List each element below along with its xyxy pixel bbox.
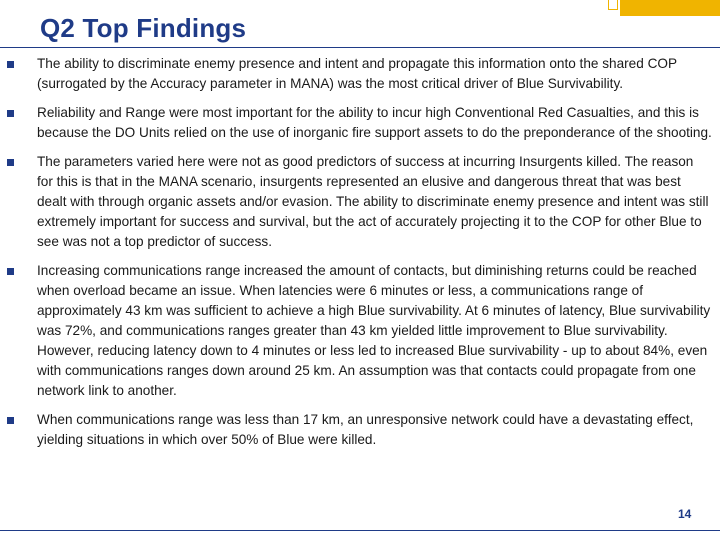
corner-accent-block [620, 0, 720, 16]
finding-item [6, 152, 712, 252]
findings-list [6, 54, 712, 459]
square-bullet-icon [7, 159, 14, 166]
finding-item [6, 261, 712, 401]
finding-text: Increasing communications range increased the amount of contacts, but diminishing returns could be reached when overload became an issue. When latencies were 6 minutes or less, a communications range of approximately 43 km was sufficient to achieve a high Blue survivability. At 6 minutes of latency, Blue survivability was 72%, and communications ranges greater than 43 km yielded little improvement to Blue survivability. However, reducing latency down to 4 minutes or less led to increased Blue survivability - up to about 84%, even with communications ranges down around 25 km. An assumption was that contacts could propagate from one network link to another. [37, 263, 711, 398]
footer-divider [0, 530, 720, 531]
finding-text: The ability to discriminate enemy presence and intent and propagate this information onto the shared COP (surrogated by the Accuracy parameter in MANA) was the most critical driver of Blue Survivability. [37, 56, 677, 91]
square-bullet-icon [7, 110, 14, 117]
finding-text: Reliability and Range were most important for the ability to incur high Conventional Red Casualties, and this is because the DO Units relied on the use of inorganic fire support assets to do the preponderance of the shooting. [37, 105, 712, 140]
square-bullet-icon [7, 61, 14, 68]
corner-accent-outline [608, 0, 618, 10]
finding-item [6, 103, 712, 143]
slide-title: Q2 Top Findings [40, 13, 247, 43]
page-number: 14 [678, 507, 692, 521]
finding-text: The parameters varied here were not as good predictors of success at incurring Insurgents killed. The reason for this is that in the MANA scenario, insurgents represented an elusive and dangerous threat that was best dealt with through organic assets and/or evasion. The ability to discriminate enemy presence and intent was still extremely important for success and survival, but the act of accurately projecting it to the COP for other Blue to see was not a top predictor of success. [37, 154, 709, 249]
square-bullet-icon [7, 417, 14, 424]
square-bullet-icon [7, 268, 14, 275]
finding-item [6, 54, 712, 94]
finding-text: When communications range was less than 17 km, an unresponsive network could have a devastating effect, yielding situations in which over 50% of Blue were killed. [37, 412, 694, 447]
finding-item [6, 410, 712, 450]
title-divider [0, 47, 720, 48]
